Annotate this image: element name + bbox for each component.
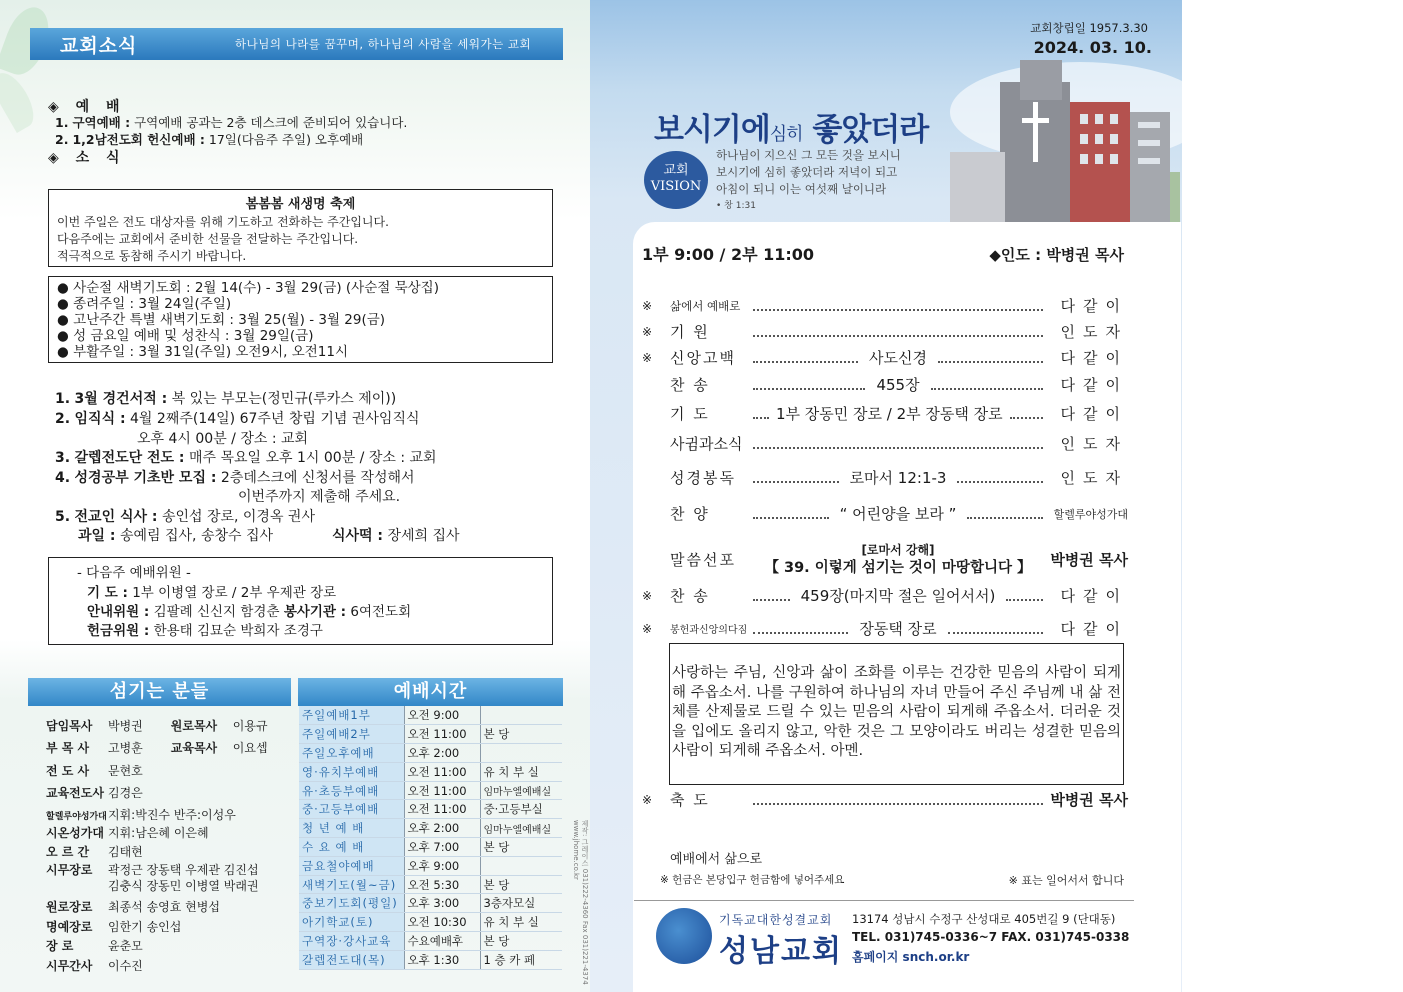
order-item: 성경봉독 로마서 12:1-3 인도자	[670, 469, 1129, 487]
notice-item: 4. 성경공부 기초반 모집 : 2층데스크에 신청서를 작성해서	[55, 470, 415, 486]
table-row: 금요철야예배 오후 9:00	[299, 856, 562, 875]
schedule-line: ● 부활주일 : 3월 31일(주일) 오전9시, 오전11시	[57, 344, 349, 360]
banner-subtitle: 하나님의 나라를 꿈꾸며, 하나님의 사람을 세워가는 교회	[235, 37, 532, 51]
order-item: ※ 기 원 인도자	[642, 323, 1128, 341]
lent-schedule-box	[48, 276, 553, 363]
staff-row: 시무장로 곽정근 장동택 우제관 김진섭	[46, 863, 259, 877]
benediction-item: ※ 축 도 박병권 목사	[642, 791, 1128, 809]
table-row: 청 년 예 배 오후 2:00 임마누엘예배실	[299, 819, 562, 838]
bulletin-title: 보시기에심히 좋았더라	[654, 112, 929, 148]
church-news-banner	[30, 28, 563, 60]
committee-line: 기 도 : 1부 이병열 장로 / 2부 우제관 장로	[87, 585, 337, 601]
new-life-festival-box	[48, 189, 553, 267]
table-row: 구역장·강사교육 수요예배후 본 당	[299, 932, 562, 951]
staff-row: 장 로 윤춘모	[46, 939, 143, 953]
vision-verse: 하나님이 지으신 그 모든 것을 보시니 보시기에 심히 좋았더라 저녁이 되고 아침이 되니 이는 여섯째 날이니라 • 창 1:31	[716, 148, 901, 211]
staff-row: 김충식 장동민 이병열 박래권	[108, 879, 259, 893]
notice-item: 2. 임직식 : 4월 2째주(14일) 67주년 창립 기념 권사임직식	[55, 411, 420, 427]
box-line: 이번 주일은 전도 대상자를 위해 기도하고 전화하는 주간입니다.	[57, 215, 389, 229]
church-homepage-link[interactable]: 홈페이지 snch.or.kr	[852, 950, 970, 964]
dedication-prayer: 사랑하는 주님, 신앙과 삶이 조화를 이루는 건강한 믿음의 사람이 되게 해 주옵소서. 나를 구원하여 하나님의 자녀 만들어 주신 주님께 내 삶 전체를 산제물로 드릴 수 있는 믿음의 사람이 되게해 주옵소서. 더러운 것을 입에도 올리지 않고, 악한 것은 그 모양이라도 버리는 성결한 믿음의 사람이 되게해 주옵소서. 아멘.	[669, 643, 1124, 785]
service-times-table	[299, 706, 562, 970]
order-item: ※ 봉헌과신앙의다짐 장동택 장로 다같이	[642, 620, 1128, 638]
church-building-image	[940, 52, 1185, 222]
notice-item: 이번주까지 제출해 주세요.	[238, 489, 401, 505]
order-item: 사귐과소식 인도자	[670, 435, 1128, 453]
staff-row: 시무간사 이수진	[46, 959, 143, 973]
standing-note: ※ 표는 일어서서 합니다	[1008, 874, 1124, 887]
church-logo-icon	[656, 908, 712, 964]
staff-row: 시온성가대 지휘:남은혜 이은혜	[46, 826, 209, 840]
bulletin-date: 2024. 03. 10.	[1033, 38, 1152, 57]
right-page	[590, 0, 1182, 992]
sermon-title: 【 39. 이렇게 섬기는 것이 마땅합니다 】	[764, 560, 1032, 576]
table-row: 중보기도회(평일) 오후 3:00 3층자모실	[299, 894, 562, 913]
church-phone: TEL. 031)745-0336~7 FAX. 031)745-0338	[852, 930, 1130, 944]
committee-line: 헌금위원 : 한용태 김묘순 박희자 조경구	[87, 623, 323, 639]
left-page	[0, 0, 590, 992]
notice-item: 3. 갈렙전도단 전도 : 매주 목요일 오후 1시 00분 / 장소 : 교회	[55, 450, 437, 466]
table-row: 영·유치부예배 오전 11:00 유 치 부 실	[299, 762, 562, 781]
staff-row: 담임목사 박병권 원로목사 이용규	[46, 719, 268, 733]
staff-row: 전 도 사 문현호	[46, 764, 143, 778]
box-title: 봄봄봄 새생명 축제	[245, 197, 356, 212]
box-title: - 다음주 예배위원 -	[77, 565, 191, 581]
staff-row: 교육전도사 김경은	[46, 786, 143, 800]
box-line: 다음주에는 교회에서 준비한 선물을 전달하는 주간입니다.	[57, 232, 359, 246]
staff-row: 오 르 간 김태현	[46, 845, 143, 859]
table-row: 주일예배1부 오전 9:00	[299, 706, 562, 725]
denomination: 기독교대한성결교회	[719, 913, 833, 927]
service-times: 1부 9:00 / 2부 11:00	[642, 245, 815, 264]
schedule-line: ● 고난주간 특별 새벽기도회 : 3월 25(월) - 3월 29(금)	[57, 312, 386, 328]
staff-title: 섬기는 분들	[28, 678, 291, 706]
church-name: 성남교회	[719, 934, 843, 969]
order-item: ※ 삶에서 예배로 다같이	[642, 297, 1128, 315]
worship-leader: ◆인도 : 박병권 목사	[989, 246, 1124, 264]
news-heading: ◈ 소 식	[48, 150, 126, 166]
committee-line: 안내위원 : 김팔례 신신지 함경춘 봉사기관 : 6여전도회	[87, 604, 412, 620]
order-item: 찬 송 455장 다같이	[670, 376, 1128, 394]
table-row: 주일예배2부 오전 11:00 본 당	[299, 725, 562, 744]
schedule-line: ● 사순절 새벽기도회 : 2월 14(수) - 3월 29(금) (사순절 묵상집)	[57, 280, 439, 296]
notice-item: 5. 전교인 식사 : 송인섭 장로, 이경옥 권사	[55, 509, 315, 525]
banner-title: 교회소식	[60, 34, 138, 57]
staff-row: 명예장로 임한기 송인섭	[46, 920, 182, 934]
staff-row: 원로장로 최종석 송영효 현병섭	[46, 900, 220, 914]
church-address: 13174 성남시 수정구 산성대로 405번길 9 (단대동)	[852, 912, 1116, 926]
table-row: 주일오후예배 오후 2:00	[299, 744, 562, 763]
footer-motto: 예배에서 삶으로	[670, 852, 763, 867]
leaf-decoration	[0, 67, 41, 133]
notice-item: 1. 3월 경건서적 : 복 있는 부모는(정민규(루카스 제이))	[55, 391, 397, 407]
service-times-title: 예배시간	[298, 678, 563, 706]
footer-divider	[634, 900, 1134, 901]
order-item: ※ 신앙고백 사도신경 다같이	[642, 349, 1128, 367]
schedule-line: ● 종려주일 : 3월 24일(주일)	[57, 296, 232, 312]
schedule-line: ● 성 금요일 예배 및 성찬식 : 3월 29일(금)	[57, 328, 314, 344]
notice-item: 오후 4시 00분 / 장소 : 교회	[137, 431, 309, 447]
church-vision-badge: 교회 VISION	[644, 151, 708, 209]
table-row: 갈렙전도대(목) 오후 1:30 1 층 카 페	[299, 950, 562, 969]
worship-item: 1. 구역예배 : 구역예배 공과는 2층 데스크에 준비되어 있습니다.	[55, 115, 408, 130]
next-week-worship-committee-box	[48, 557, 553, 645]
staff-row: 할렐루야성가대지휘:박진수 반주:이성우	[46, 808, 236, 822]
meal-line: 과일 : 송예림 집사, 송창수 집사 식사떡 : 장세희 집사	[78, 528, 460, 544]
table-row: 새벽기도(월~금) 오전 5:30 본 당	[299, 875, 562, 894]
sermon-item: 말씀선포 [로마서 강해] 【 39. 이렇게 섬기는 것이 마땅합니다 】 박병권 목사	[670, 543, 1128, 576]
order-item: 기 도 1부 장동민 장로 / 2부 장동택 장로 다같이	[670, 405, 1128, 423]
worship-item: 2. 1,2남전도회 헌신예배 : 17일(다음주 주일) 오후예배	[55, 132, 364, 147]
table-row: 중·고등부예배 오전 11:00 중·고등부실	[299, 800, 562, 819]
order-item: 찬 양 “ 어린양을 보라 ” 할렐루야성가대	[670, 505, 1129, 523]
sermon-series: [로마서 강해]	[861, 543, 935, 557]
offering-note: ※ 헌금은 본당입구 헌금함에 넣어주세요	[660, 874, 845, 886]
box-line: 적극적으로 동참해 주시기 바랍니다.	[57, 249, 247, 263]
table-row: 유·초등부예배 오전 11:00 임마누엘예배실	[299, 781, 562, 800]
founding-date: 교회창립일 1957.3.30	[1030, 21, 1148, 35]
worship-heading: ◈ 예 배	[48, 99, 126, 115]
printer-credit: 제작: 그레이스 031)222-4360 Fax 031)221-4374 www.jhome.co.kr	[572, 820, 589, 985]
order-item: ※ 찬 송 459장(마지막 절은 일어서서) 다같이	[642, 587, 1128, 605]
table-row: 아기학교(토) 오전 10:30 유 치 부 실	[299, 913, 562, 932]
staff-row: 부 목 사 고병훈 교육목사 이요셉	[46, 741, 268, 755]
table-row: 수 요 예 배 오후 7:00 본 당	[299, 838, 562, 857]
